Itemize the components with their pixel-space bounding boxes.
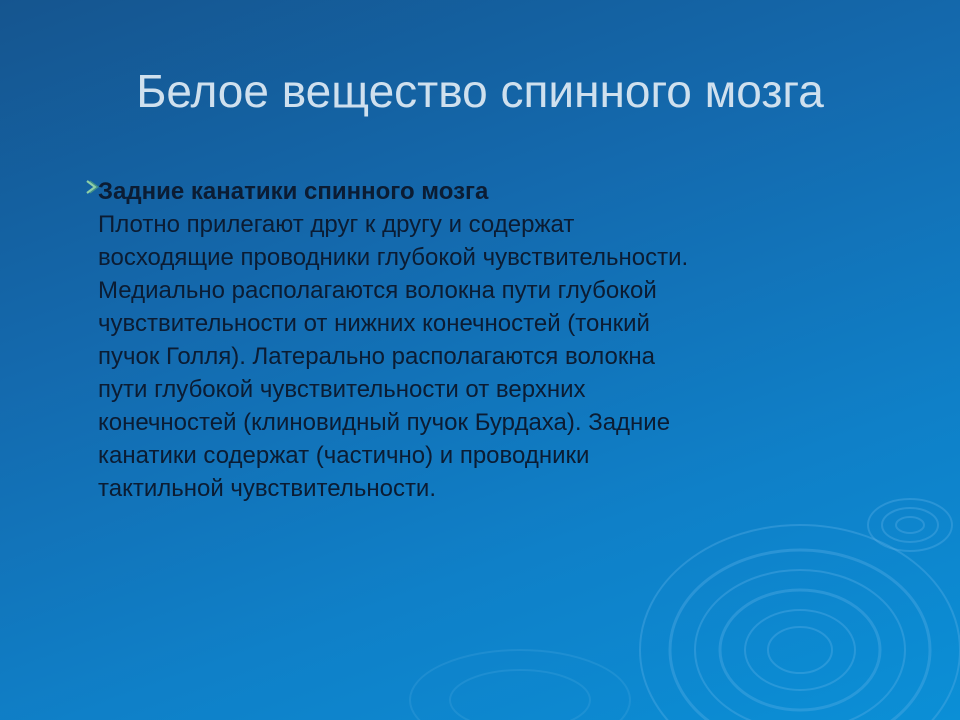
bullet-line-6: пути глубокой чувствительности от верхних (98, 376, 586, 403)
bullet-line-5: пучок Голля). Латерально располагаются волокна (98, 343, 655, 370)
bullet-line-4: чувствительности от нижних конечностей (тонкий (98, 310, 650, 337)
chevron-right-icon (84, 178, 102, 196)
bullet-line-8: канатики содержат (частично) и проводники (98, 442, 590, 469)
slide-title: Белое вещество спинного мозга (136, 65, 824, 117)
bullet-item (86, 176, 906, 505)
bullet-heading: Задние канатики спинного мозга (98, 178, 489, 205)
bullet-list (86, 176, 906, 505)
bullet-line-3: Медиально располагаются волокна пути глубокой (98, 277, 657, 304)
bullet-line-7: конечностей (клиновидный пучок Бурдаха). Задние (98, 409, 671, 436)
bullet-line-2: восходящие проводники глубокой чувствительности. (98, 244, 689, 271)
bullet-line-1: Плотно прилегают друг к другу и содержат (98, 211, 575, 238)
bullet-line-9: тактильной чувствительности. (98, 475, 437, 502)
